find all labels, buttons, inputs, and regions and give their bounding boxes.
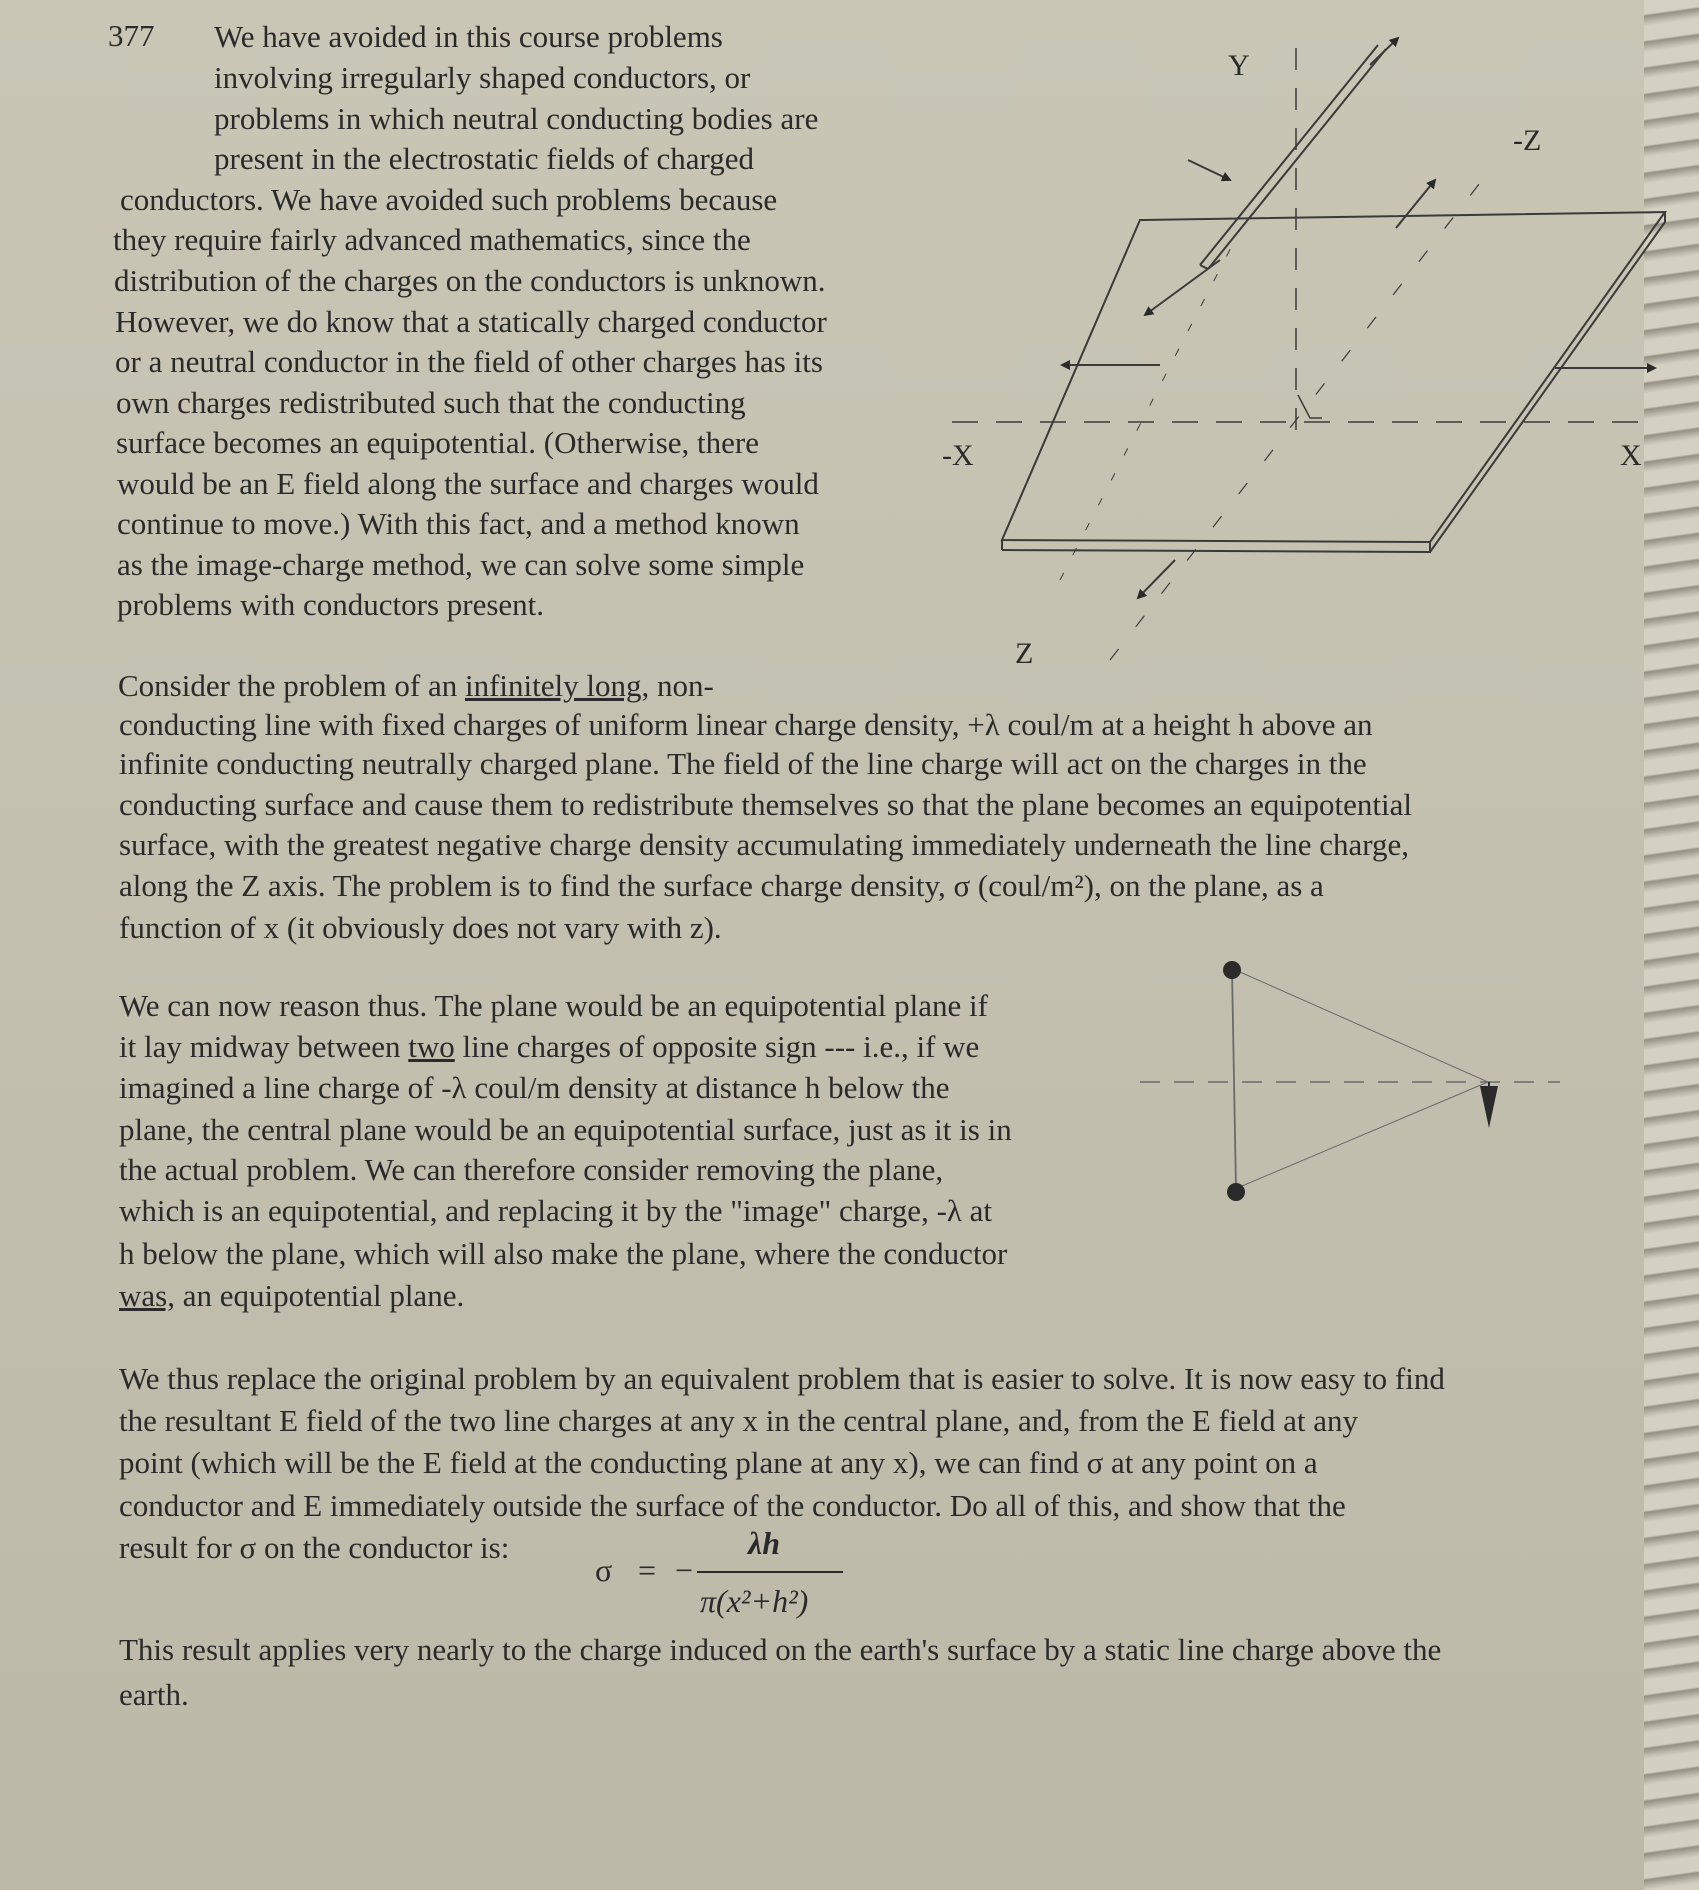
problem-line: conducting surface and cause them to redistribute themselves so that the plane becomes an equipotential <box>119 787 1412 822</box>
problem-line-text: , non- <box>641 668 714 703</box>
intro-line: We have avoided in this course problems <box>214 19 723 54</box>
problem-line: function of x (it obviously does not vary with z). <box>119 910 722 945</box>
problem-line-text: Consider the problem of an <box>118 668 465 703</box>
formula-sign: − <box>675 1552 694 1588</box>
solve-line: conductor and E immediately outside the surface of the conductor. Do all of this, and show that the <box>119 1488 1346 1523</box>
intro-line: problems with conductors present. <box>117 587 545 622</box>
z-axis-label: Z <box>1015 637 1034 670</box>
intro-line: as the image-charge method, we can solve some simple <box>117 547 805 582</box>
positive-line-charge-dot <box>1223 961 1241 979</box>
intro-line: However, we do know that a statically charged conductor <box>115 304 827 339</box>
intro-line: distribution of the charges on the conductors is unknown. <box>114 263 826 298</box>
formula-denominator: π(x²+h²) <box>700 1583 809 1619</box>
intro-line: present in the electrostatic fields of charged <box>214 141 754 176</box>
reason-line <box>119 1027 979 1068</box>
intro-line: would be an E field along the surface and charges would <box>117 466 819 501</box>
intro-line: or a neutral conductor in the field of other charges has its <box>115 344 823 379</box>
intro-line: continue to move.) With this fact, and a method known <box>117 506 800 541</box>
formula-equals: = <box>638 1552 657 1588</box>
reason-line: h below the plane, which will also make the plane, where the conductor <box>119 1236 1008 1271</box>
image-charge-dot <box>1227 1183 1245 1201</box>
formula-lhs: σ <box>595 1552 613 1588</box>
y-axis-label: Y <box>1228 49 1250 82</box>
problem-line: infinite conducting neutrally charged plane. The field of the line charge will act on the charges in the <box>119 746 1367 781</box>
reason-line-text: line charges of opposite sign --- i.e., if we <box>454 1029 980 1064</box>
neg-x-axis-label: -X <box>942 439 974 472</box>
underlined-word: two <box>408 1029 455 1064</box>
underlined-word: was, <box>119 1278 175 1313</box>
reason-line: the actual problem. We can therefore consider removing the plane, <box>119 1152 944 1187</box>
solve-line: the resultant E field of the two line charges at any x in the central plane, and, from the E field at any <box>119 1403 1358 1438</box>
fraction-bar <box>697 1571 843 1573</box>
problem-line <box>118 666 714 707</box>
reason-line: which is an equipotential, and replacing it by the "image" charge, -λ at <box>119 1193 993 1228</box>
line-charge-plane-diagram <box>930 20 1670 680</box>
closing-line: earth. <box>119 1677 189 1712</box>
intro-line: they require fairly advanced mathematics, since the <box>113 222 751 257</box>
page-number: 377 <box>108 18 155 53</box>
reason-line-text: it lay midway between <box>119 1029 409 1064</box>
problem-line: surface, with the greatest negative charge density accumulating immediately underneath the line charge, <box>119 827 1410 862</box>
reason-line: We can now reason thus. The plane would be an equipotential plane if <box>119 988 988 1023</box>
intro-line: surface becomes an equipotential. (Otherwise, there <box>116 425 759 460</box>
solve-line: We thus replace the original problem by an equivalent problem that is easier to solve. It is now easy to find <box>119 1361 1445 1396</box>
closing-line: This result applies very nearly to the charge induced on the earth's surface by a static line charge above the <box>119 1632 1442 1667</box>
problem-line: conducting line with fixed charges of uniform linear charge density, +λ coul/m at a height h above an <box>119 707 1373 742</box>
x-axis-label: X <box>1620 439 1642 472</box>
reason-line: plane, the central plane would be an equipotential surface, just as it is in <box>119 1112 1012 1147</box>
intro-line: own charges redistributed such that the conducting <box>116 385 746 420</box>
reason-line: imagined a line charge of -λ coul/m density at distance h below the <box>119 1070 950 1105</box>
reason-line <box>119 1276 464 1317</box>
formula-numerator: λh <box>748 1525 780 1561</box>
reason-line-text: an equipotential plane. <box>174 1278 465 1313</box>
intro-line: conductors. We have avoided such problems because <box>120 182 778 217</box>
solve-line: point (which will be the E field at the conducting plane at any x), we can find σ at any point on a <box>119 1445 1318 1480</box>
image-charge-diagram <box>1130 950 1560 1210</box>
result-label: result for σ on the conductor is: <box>119 1530 510 1565</box>
underlined-phrase: infinitely long <box>464 668 642 703</box>
intro-line: problems in which neutral conducting bodies are <box>214 101 819 136</box>
problem-line: along the Z axis. The problem is to find the surface charge density, σ (coul/m²), on the plane, as a <box>119 868 1324 903</box>
intro-line: involving irregularly shaped conductors, or <box>214 60 751 95</box>
neg-z-axis-label: -Z <box>1513 124 1542 157</box>
